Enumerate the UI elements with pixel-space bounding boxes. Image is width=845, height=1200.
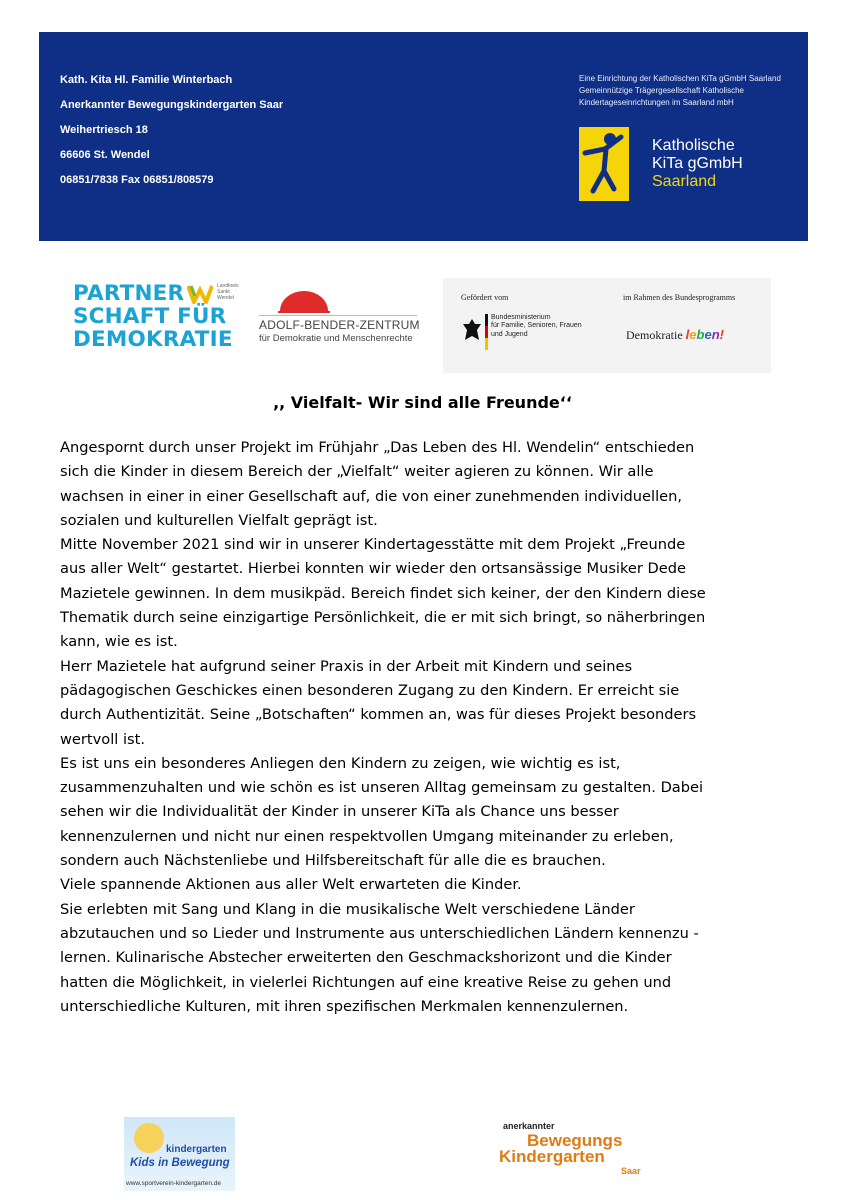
landkreis-label: Landkreis Sankt Wendel: [217, 283, 239, 301]
demokratie-leben-logo: [626, 327, 724, 343]
body-line: Es ist uns ein besonderes Anliegen den Kindern zu zeigen, wie wichtig es ist,: [60, 754, 621, 772]
body-line: Thematik durch seine einzigartige Persönlichkeit, die er mit sich bringt, so näherbringen: [60, 609, 706, 627]
partner-line: SCHAFT FÜR: [73, 304, 227, 329]
article-body: [60, 436, 800, 1019]
header-banner: [39, 32, 808, 241]
body-line: Angespornt durch unser Projekt im Frühjahr „Das Leben des Hl. Wendelin“ entschieden: [60, 439, 695, 456]
org-info: [579, 73, 781, 109]
org-line: Kindertageseinrichtungen im Saarland mbH: [579, 98, 734, 107]
body-line: hatten die Möglichkeit, in vielerlei Richtungen auf eine kreative Reise zu gehen und: [60, 973, 672, 991]
kids-logo-url: www.sportverein-kindergarten.de: [126, 1180, 222, 1187]
body-line: pädagogischen Geschickes einen besonderen Zugang zu den Kindern. Er erreicht sie: [60, 681, 680, 699]
body-line: Mitte November 2021 sind wir in unserer Kindertagesstätte mit dem Projekt „Freunde: [60, 536, 686, 554]
demokratie-word: Demokratie: [626, 328, 683, 342]
abz-subtitle: für Demokratie und Menschenrechte: [259, 333, 413, 344]
kita-logo-line2: KiTa gGmbH: [652, 155, 743, 172]
bk-bewegungs: Bewegungs: [527, 1131, 623, 1150]
kids-logo-kindergarten: kindergarten: [166, 1144, 227, 1155]
kita-logo-line3: Saarland: [652, 173, 717, 190]
body-line: wertvoll ist.: [60, 730, 145, 748]
org-line: Gemeinnützige Trägergesellschaft Katholische: [579, 86, 744, 95]
body-line: sich die Kinder in diesem Bereich der „Vielfalt“ weiter agieren zu können. Wir alle: [60, 463, 654, 481]
german-flag-icon: [485, 314, 488, 350]
kita-logo-line1: Katholische: [652, 137, 735, 154]
body-line: sozialen und kulturellen Vielfalt geprägt ist.: [60, 511, 378, 529]
body-line: Mazietele gewinnen. In dem musikpäd. Bereich findet sich keiner, der den Kindern diese: [60, 584, 706, 602]
body-line: zusammenzuhalten und wie schön es ist unseren Alltag gemeinsam zu gestalten. Dabei: [60, 779, 704, 797]
bk-kindergarten: Kindergarten: [499, 1147, 605, 1166]
body-line: lernen. Kulinarische Abstecher erweiterten den Geschmackshorizont und die Kinder: [60, 949, 672, 967]
body-line: abzutauchen und so Lieder und Instrumente aus unterschiedlichen Ländern kennenzu -: [60, 924, 699, 942]
partner-line: DEMOKRATIE: [73, 327, 233, 352]
body-line: unterschiedliche Kulturen, mit ihren spezifischen Merkmalen kennenzulernen.: [60, 997, 629, 1015]
bewegungskindergarten-logo: [497, 1121, 649, 1181]
bk-anerkannter: anerkannter: [503, 1121, 555, 1131]
landkreis-w-icon: [187, 284, 213, 304]
address-line-phone: 06851/7838 Fax 06851/808579: [60, 174, 214, 186]
adolf-bender-zentrum-logo: [257, 287, 419, 347]
org-line: Eine Einrichtung der Katholischen KiTa gGmbH Saarland: [579, 74, 781, 83]
address-line-city: 66606 St. Wendel: [60, 149, 150, 161]
body-line: Sie erlebten mit Sang und Klang in die musikalische Welt verschiedene Länder: [60, 900, 635, 918]
body-line: Viele spannende Aktionen aus aller Welt erwarteten die Kinder.: [60, 876, 522, 894]
leben-word: leben!: [685, 327, 724, 342]
partnerschaft-demokratie-logo: [73, 282, 243, 362]
bundesprogramm-label: im Rahmen des Bundesprogramms: [623, 293, 736, 302]
body-line: durch Authentizität. Seine „Botschaften“ kommen an, was für dieses Projekt besonders: [60, 706, 697, 724]
body-line: Herr Mazietele hat aufgrund seiner Praxis in der Arbeit mit Kindern und seines: [60, 657, 633, 675]
abz-name: ADOLF-BENDER-ZENTRUM: [259, 318, 420, 332]
body-line: aus aller Welt“ gestartet. Hierbei konnten wir wieder den ortsansässige Musiker Dede: [60, 560, 686, 578]
address-block: [60, 68, 283, 193]
body-line: kennenzulernen und nicht nur einen respektvollen Umgang miteinander zu erleben,: [60, 827, 674, 845]
kita-ggmbh-logo: [579, 127, 747, 201]
funding-logo-block: [443, 278, 771, 373]
kids-in-bewegung-logo: [124, 1117, 235, 1191]
bk-saar: Saar: [621, 1166, 641, 1176]
body-line: wachsen in einer in einer Gesellschaft auf, die von einer zunehmenden individuellen,: [60, 487, 682, 505]
article-title: ,, Vielfalt- Wir sind alle Freunde‘‘: [273, 393, 572, 412]
gefoerdert-label: Gefördert vom: [461, 293, 509, 302]
partner-line: PARTNER: [73, 281, 185, 306]
kita-figure-icon: [579, 127, 629, 201]
ministry-name: Bundesministerium für Familie, Senioren, Frauen und Jugend: [491, 314, 582, 338]
federal-eagle-icon: [461, 316, 483, 346]
body-line: kann, wie es ist.: [60, 633, 178, 651]
address-line-street: Weihertriesch 18: [60, 124, 148, 136]
body-line: sehen wir die Individualität der Kinder in unserer KiTa als Chance uns besser: [60, 803, 619, 821]
address-line-title: Anerkannter Bewegungskindergarten Saar: [60, 99, 284, 111]
body-line: sondern auch Nächstenliebe und Hilfsbereitschaft für alle die es brauchen.: [60, 852, 606, 870]
address-line-name: Kath. Kita Hl. Familie Winterbach: [60, 74, 233, 86]
abz-dome-icon: [257, 287, 419, 317]
kids-logo-title: Kids in Bewegung: [130, 1157, 230, 1169]
sun-icon: [134, 1123, 164, 1153]
